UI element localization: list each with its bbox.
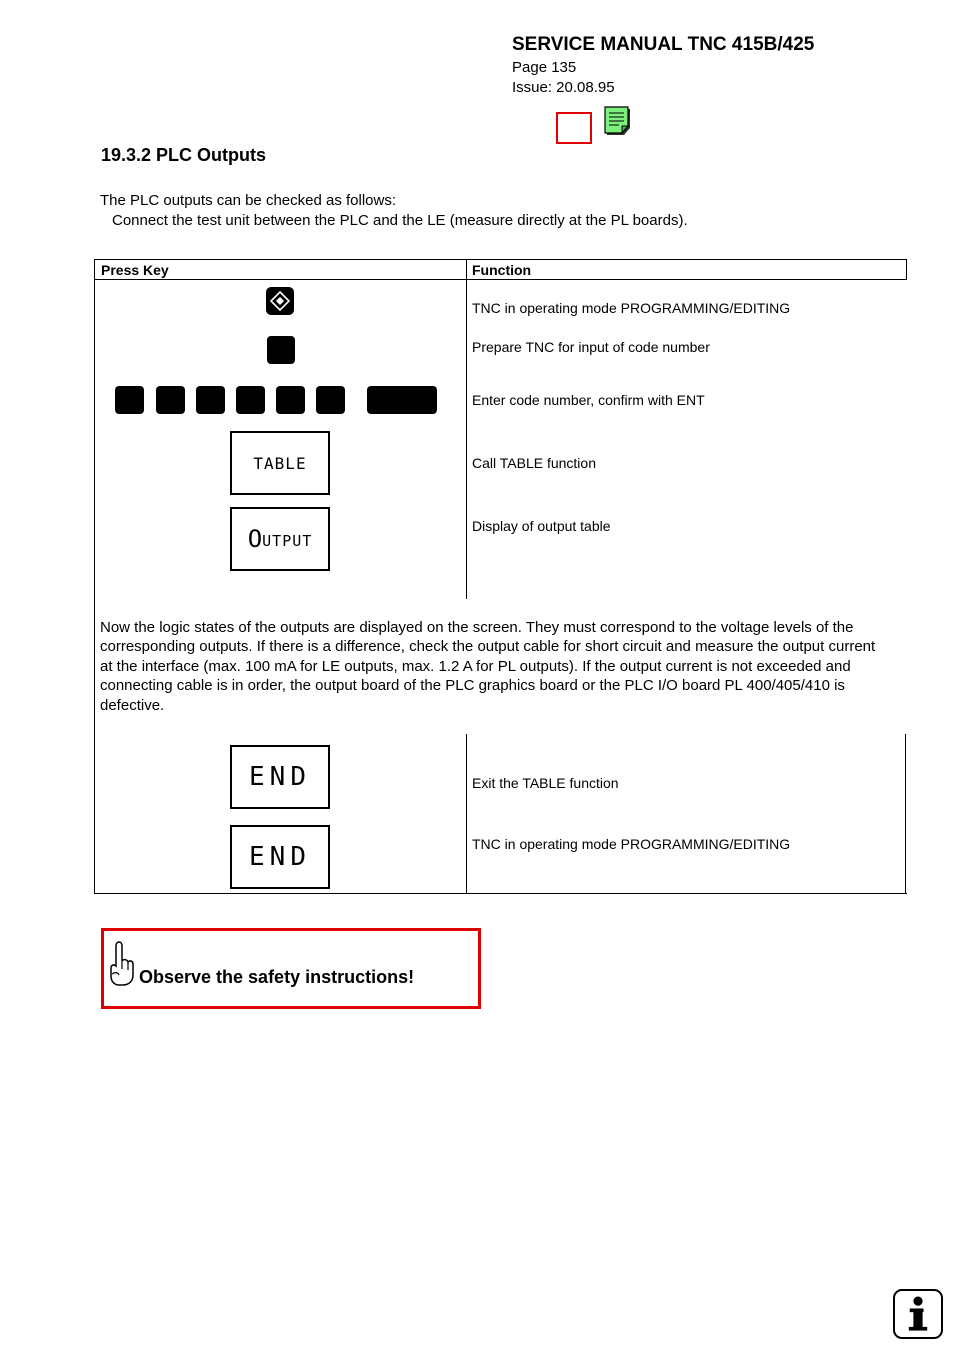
table-softkey[interactable]	[230, 431, 330, 495]
manual-title: SERVICE MANUAL TNC 415B/425	[512, 34, 815, 55]
section-heading: 19.3.2 PLC Outputs	[101, 145, 267, 165]
function-text: TNC in operating mode PROGRAMMING/EDITING	[472, 300, 791, 316]
function-text: Display of output table	[472, 518, 611, 534]
explanation-paragraph: Now the logic states of the outputs are displayed on the screen. They must correspond to the voltage levels of the corresponding outputs. If there is a difference, check the output cable for short circuit and measure the output current at the interface (max. 100 mA for LE outputs, max. 1.2 A for PL outputs). If the output current is not exceeded and connecting cable is in order, the output board of the PLC graphics board or the PLC I/O board PL 400/405/410 is defective.	[100, 619, 876, 714]
issue-date: Issue: 20.08.95	[512, 79, 615, 96]
function-text: Exit the TABLE function	[472, 775, 619, 791]
digit-key[interactable]	[236, 386, 265, 414]
softkey-label: END	[249, 762, 311, 792]
function-text: Prepare TNC for input of code number	[472, 339, 710, 355]
intro-text: The PLC outputs can be checked as follows:	[100, 192, 397, 209]
page-number: Page 135	[512, 59, 577, 76]
softkey-label: TABLE	[253, 453, 307, 473]
ent-key[interactable]	[367, 386, 437, 414]
end-softkey[interactable]	[230, 825, 330, 889]
function-text: Enter code number, confirm with ENT	[472, 392, 705, 408]
softkey-label-initial: O	[247, 525, 263, 553]
mod-key[interactable]	[267, 336, 295, 364]
red-marker-box	[556, 112, 592, 144]
intro-instruction: Connect the test unit between the PLC and the LE (measure directly at the PL boards).	[112, 212, 688, 229]
end-softkey[interactable]	[230, 745, 330, 809]
note-icon	[604, 106, 634, 138]
output-softkey[interactable]	[230, 507, 330, 571]
function-text: Call TABLE function	[472, 455, 596, 471]
info-icon[interactable]	[893, 1289, 943, 1339]
programming-mode-key[interactable]	[266, 287, 294, 315]
safety-text: Observe the safety instructions!	[139, 967, 415, 987]
digit-key[interactable]	[156, 386, 185, 414]
digit-key[interactable]	[196, 386, 225, 414]
softkey-label-rest: UTPUT	[262, 532, 313, 550]
column-header-function: Function	[472, 262, 532, 278]
function-text: TNC in operating mode PROGRAMMING/EDITING	[472, 836, 791, 852]
pointing-hand-icon	[106, 939, 136, 987]
digit-key[interactable]	[316, 386, 345, 414]
digit-key[interactable]	[276, 386, 305, 414]
column-header-press-key: Press Key	[101, 262, 169, 278]
softkey-label: END	[249, 842, 311, 872]
digit-key[interactable]	[115, 386, 144, 414]
safety-notice	[101, 928, 481, 1009]
